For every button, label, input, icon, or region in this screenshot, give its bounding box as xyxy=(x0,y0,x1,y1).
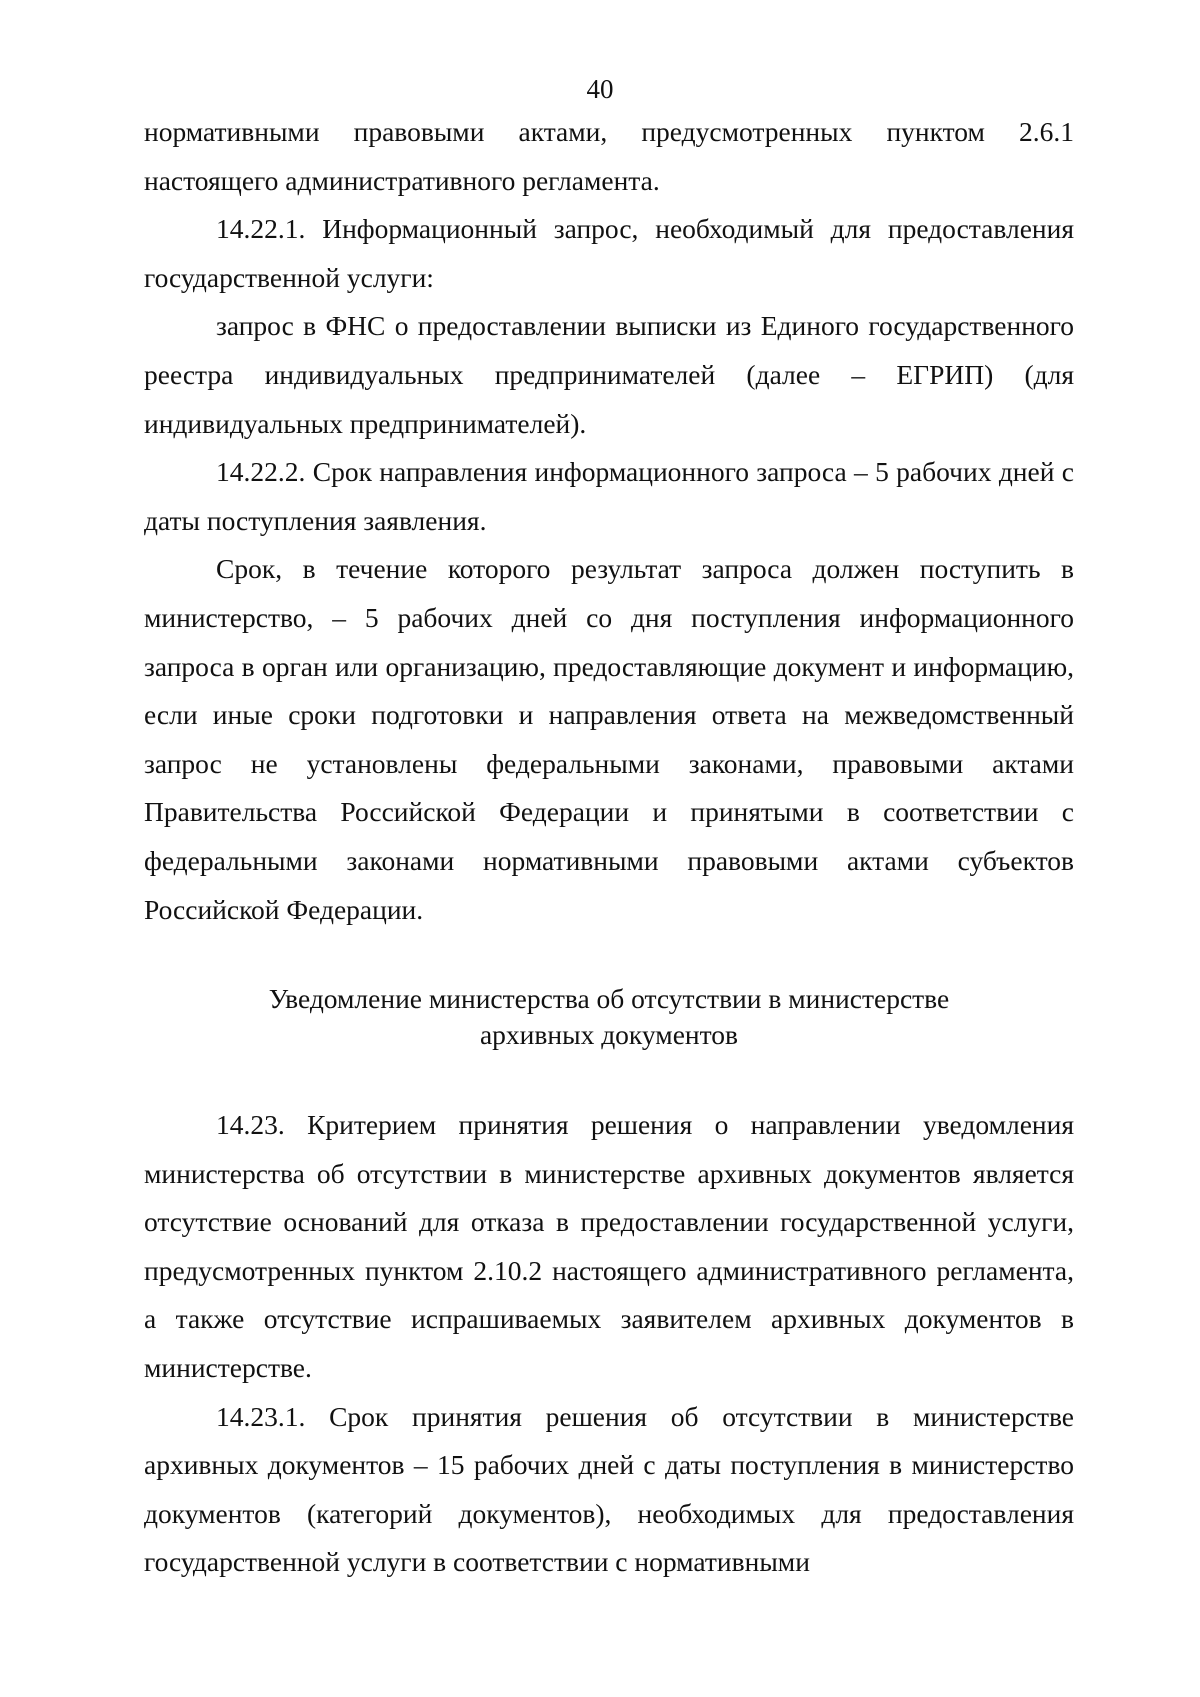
paragraph-continuation: нормативными правовыми актами, предусмотренных пунктом 2.6.1 настоящего административного регламента. xyxy=(144,116,1074,196)
paragraph-14-23-1: 14.23.1. Срок принятия решения об отсутствии в министерстве архивных документов – 15 рабочих дней с даты поступления в министерство документов (категорий документов), необходимых для предоставления государственной услуги в соответствии с нормативными xyxy=(144,1400,1074,1578)
document-body xyxy=(144,108,1074,1587)
paragraph-14-22-2: 14.22.2. Срок направления информационного запроса – 5 рабочих дней с даты поступления заявления. xyxy=(144,456,1074,536)
section-heading xyxy=(144,981,1074,1053)
section-heading-line-2: архивных документов xyxy=(479,1019,739,1051)
paragraph-response-deadline: Срок, в течение которого результат запроса должен поступить в министерство, – 5 рабочих дней со дня поступления информационного запроса в орган или организацию, предоставляющие документ и информацию, если иные сроки подготовки и направления ответа на межведомственный запрос не установлены федеральными законами, правовыми актами Правительства Российской Федерации и принятыми в соответствии с федеральными законами нормативными правовыми актами субъектов Российской Федерации. xyxy=(144,553,1074,925)
paragraph-14-22-1: 14.22.1. Информационный запрос, необходимый для предоставления государственной услуги: xyxy=(144,213,1074,293)
paragraph-fns-request: запрос в ФНС о предоставлении выписки из Единого государственного реестра индивидуальных предпринимателей (далее – ЕГРИП) (для индивидуальных предпринимателей). xyxy=(144,310,1074,439)
paragraph-14-23: 14.23. Критерием принятия решения о направлении уведомления министерства об отсутствии в министерстве архивных документов является отсутствие оснований для отказа в предоставлении государственной услуги, предусмотренных пунктом 2.10.2 настоящего административного регламента, а также отсутствие испрашиваемых заявителем архивных документов в министерстве. xyxy=(144,1109,1074,1384)
section-heading-line-1: Уведомление министерства об отсутствии в министерстве xyxy=(268,983,950,1015)
page-number: 40 xyxy=(586,74,614,104)
